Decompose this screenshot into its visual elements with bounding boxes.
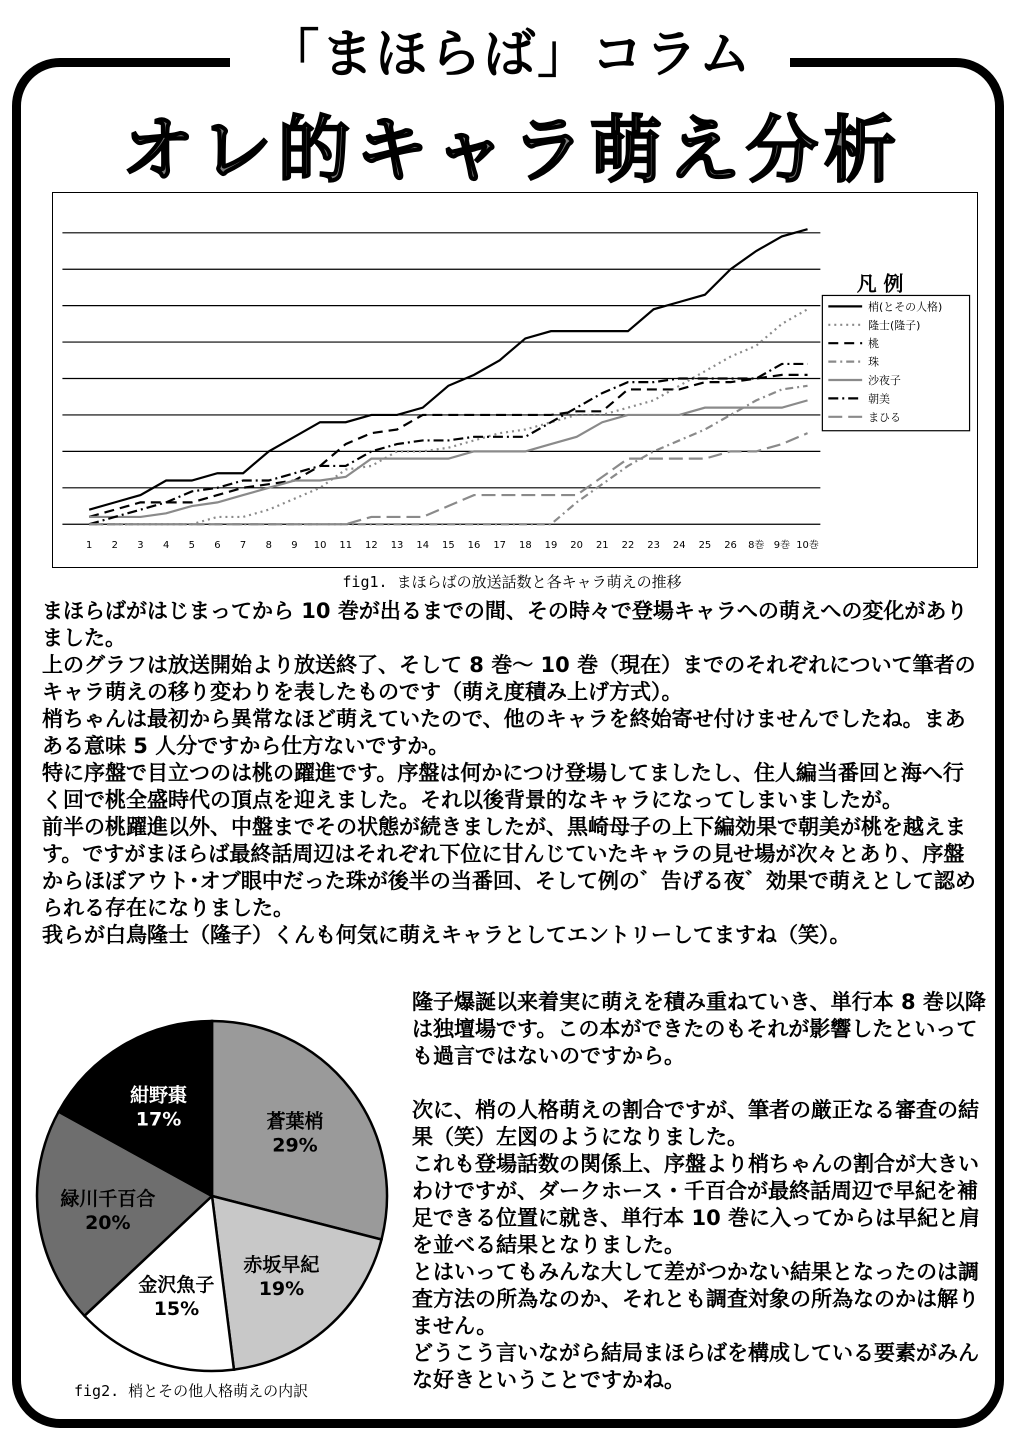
x-tick-label: 11 [339,540,353,552]
x-tick-label: 14 [416,540,430,552]
legend-title: 凡 例 [856,272,904,296]
x-tick-label: 21 [595,540,609,552]
pie-percent: 29% [272,1134,318,1157]
pie-percent: 20% [85,1212,131,1235]
x-tick-label: 2 [111,540,118,552]
series-line [89,364,807,524]
x-tick-label: 18 [518,540,532,552]
pie-label: 蒼葉梢 [266,1110,324,1133]
series-line [89,386,807,524]
series-line [89,375,807,517]
legend-label: 朝美 [868,392,890,406]
article-title: オレ的キャラ萌え分析 [121,108,902,192]
paragraph: 次に、梢の人格萌えの割合ですが、筆者の厳正なる審査の結果（笑）左図のようになりました。 [412,1098,979,1149]
x-tick-label: 4 [162,540,170,552]
pie-label: 赤坂早紀 [243,1253,320,1276]
paragraph: 上のグラフは放送開始より放送終了、そして 8 巻～ 10 巻（現在）までのそれぞれについて筆者のキャラ萌えの移り変わりを表したものです（萌え度積み上げ方式）。 [42,653,976,704]
paragraph: 特に序盤で目立つのは桃の躍進です。序盤は何かにつけ登場してましたし、住人編当番回と海へ行く回で桃全盛時代の頂点を迎えました。それ以後背景的なキャラになってしまいましたが。 [42,761,964,812]
pie-percent: 17% [135,1108,182,1131]
x-tick-label: 10 [313,540,327,552]
x-tick-label: 1 [86,540,93,552]
article-body [42,598,984,949]
x-tick-label: 5 [188,540,195,552]
x-tick-label: 9 [291,540,298,552]
pie-percent: 19% [258,1277,305,1300]
x-tick-label: 22 [621,540,635,552]
legend-label: 珠 [868,355,880,369]
paragraph: とはいってもみんな大して差がつかない結果となったのは調査方法の所為なのか、それとも調査対象の所為なのかは解りません。 [412,1260,979,1338]
x-tick-label: 9巻 [773,540,791,552]
x-tick-label: 13 [390,540,404,552]
x-tick-label: 3 [137,540,144,552]
x-tick-label: 17 [493,540,506,552]
x-tick-label: 20 [570,540,583,552]
moe-trend-line-chart [52,192,978,568]
x-tick-label: 8巻 [748,540,765,552]
x-tick-label: 16 [467,540,481,552]
x-tick-label: 15 [442,540,455,552]
fig1-caption: fig1. まほらばの放送話数と各キャラ萌えの推移 [342,573,682,591]
x-tick-label: 12 [365,540,378,552]
paragraph: 我らが白鳥隆士（隆子）くんも何気に萌えキャラとしてエントリーしてますね（笑）。 [42,923,851,947]
fig2-caption: fig2. 梢とその他人格萌えの内訳 [74,1382,309,1400]
pie-label: 紺野棗 [130,1084,188,1107]
column-title: 「まほらば」コラム [230,22,790,88]
x-tick-label: 23 [647,540,660,552]
x-tick-label: 10巻 [796,540,819,552]
paragraph: 梢ちゃんは最初から異常なほど萌えていたので、他のキャラを終始寄せ付けませんでしたね。まあある意味 5 人分ですから仕方ないですか。 [42,707,966,758]
pie-label: 緑川千百合 [60,1188,156,1211]
paragraph: これも登場話数の関係上、序盤より梢ちゃんの割合が大きいわけですが、ダークホース・千百合が最終話周辺で早紀を補足できる位置に就き、単行本 10 巻に入ってからは早紀と肩を並べる結果となりました。 [412,1152,981,1257]
article-right-column [412,989,996,1394]
x-tick-label: 19 [544,540,558,552]
paragraph: 隆子爆誕以来着実に萌えを積み重ねていき、単行本 8 巻以降は独壇場です。この本ができたのもそれが影響したといっても過言ではないのですから。 [412,990,986,1068]
paragraph: まほらばがはじまってから 10 巻が出るまでの間、その時々で登場キャラへの萌えへの変化がありました。 [42,599,968,650]
legend-label: 梢(とその人格) [868,300,943,314]
x-tick-label: 6 [214,540,221,552]
x-tick-label: 25 [698,540,712,552]
series-line [89,229,807,510]
legend-label: まひる [868,410,901,424]
paragraph: どうこう言いながら結局まほらばを構成している要素がみんな好きということですかね。 [412,1341,979,1392]
legend-label: 桃 [868,337,880,351]
pie-label: 金沢魚子 [138,1273,215,1296]
legend-label: 沙夜子 [868,373,901,387]
legend-label: 隆士(隆子) [868,318,921,332]
paragraph: 前半の桃躍進以外、中盤までその状態が続きましたが、黒崎母子の上下編効果で朝美が桃を越えます。ですがまほらば最終話周辺はそれぞれ下位に甘んじていたキャラの見せ場が次々とあり、序盤からほぼアウト･オブ眼中だった珠が後半の当番回、そして例の゛告げる夜゛効果で萌えとして認められる存在になりました。 [42,815,976,920]
x-tick-label: 24 [672,540,686,552]
x-tick-label: 8 [265,540,272,552]
x-tick-label: 26 [724,540,737,552]
persona-share-pie-chart [30,1016,402,1376]
pie-percent: 15% [153,1297,200,1320]
x-tick-label: 7 [239,540,247,552]
